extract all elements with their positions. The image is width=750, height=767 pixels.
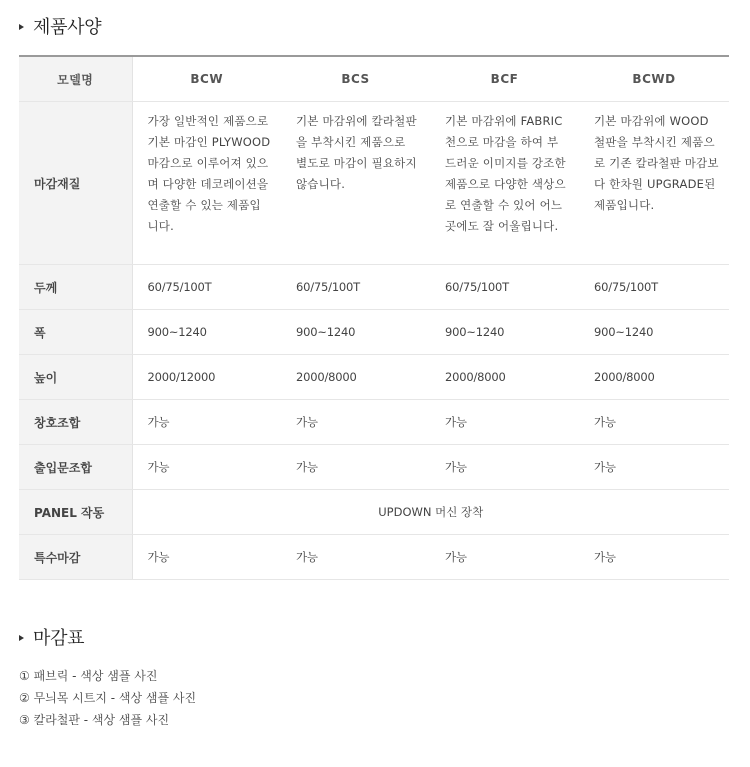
finish-section-title-text: 마감표 bbox=[33, 628, 85, 649]
window-combo-bcf: 가능 bbox=[430, 400, 579, 445]
width-bcwd: 900~1240 bbox=[579, 310, 729, 355]
table-row-height bbox=[19, 355, 729, 400]
table-row-panel-operation bbox=[19, 490, 729, 535]
thickness-bcw: 60/75/100T bbox=[132, 265, 281, 310]
height-bcw: 2000/12000 bbox=[132, 355, 281, 400]
finish-material-bcw: 가장 일반적인 제품으로 기본 마감인 PLYWOOD 마감으로 이루어져 있으며 다양한 데코레이션을 연출할 수 있는 제품입니다. bbox=[132, 102, 281, 265]
height-bcs: 2000/8000 bbox=[281, 355, 430, 400]
list-item: ③ 칼라철판 - 색상 샘플 사진 bbox=[19, 713, 170, 727]
table-row-width bbox=[19, 310, 729, 355]
model-header-label: 모델명 bbox=[19, 56, 132, 102]
row-label-finish-material: 마감재질 bbox=[19, 102, 132, 265]
height-bcwd: 2000/8000 bbox=[579, 355, 729, 400]
finish-material-bcf: 기본 마감위에 FABRIC 천으로 마감을 하여 부드러운 이미지를 강조한 제품으로 다양한 색상으로 연출할 수 있어 어느곳에도 잘 어울립니다. bbox=[430, 102, 579, 265]
model-name-bcw: BCW bbox=[132, 56, 281, 102]
window-combo-bcw: 가능 bbox=[132, 400, 281, 445]
model-name-bcf: BCF bbox=[430, 56, 579, 102]
row-label-width: 폭 bbox=[19, 310, 132, 355]
window-combo-bcs: 가능 bbox=[281, 400, 430, 445]
triangle-bullet-icon bbox=[19, 24, 24, 30]
special-finish-bcs: 가능 bbox=[281, 535, 430, 580]
panel-operation-value: UPDOWN 머신 장착 bbox=[132, 490, 729, 535]
special-finish-bcw: 가능 bbox=[132, 535, 281, 580]
door-combo-bcf: 가능 bbox=[430, 445, 579, 490]
finish-section-title bbox=[19, 624, 84, 650]
finish-sample-list bbox=[19, 665, 196, 731]
row-label-height: 높이 bbox=[19, 355, 132, 400]
row-label-thickness: 두께 bbox=[19, 265, 132, 310]
finish-material-bcwd: 기본 마감위에 WOOD 철판을 부착시킨 제품으로 기존 칼라철판 마감보다 한차원 UPGRADE된 제품입니다. bbox=[579, 102, 729, 265]
window-combo-bcwd: 가능 bbox=[579, 400, 729, 445]
finish-material-bcs: 기본 마감위에 칼라철판을 부착시킨 제품으로 별도로 마감이 필요하지 않습니다. bbox=[281, 102, 430, 265]
spec-section-title bbox=[19, 13, 101, 39]
table-row-thickness bbox=[19, 265, 729, 310]
width-bcs: 900~1240 bbox=[281, 310, 430, 355]
list-item: ② 무늬목 시트지 - 색상 샘플 사진 bbox=[19, 691, 197, 705]
row-label-door-combo: 출입문조합 bbox=[19, 445, 132, 490]
door-combo-bcwd: 가능 bbox=[579, 445, 729, 490]
door-combo-bcs: 가능 bbox=[281, 445, 430, 490]
row-label-window-combo: 창호조합 bbox=[19, 400, 132, 445]
width-bcf: 900~1240 bbox=[430, 310, 579, 355]
door-combo-bcw: 가능 bbox=[132, 445, 281, 490]
special-finish-bcf: 가능 bbox=[430, 535, 579, 580]
thickness-bcf: 60/75/100T bbox=[430, 265, 579, 310]
height-bcf: 2000/8000 bbox=[430, 355, 579, 400]
thickness-bcs: 60/75/100T bbox=[281, 265, 430, 310]
spec-section-title-text: 제품사양 bbox=[33, 17, 102, 38]
table-row-door-combo bbox=[19, 445, 729, 490]
triangle-bullet-icon bbox=[19, 635, 24, 641]
row-label-panel-operation: PANEL 작동 bbox=[19, 490, 132, 535]
spec-table-header-row bbox=[19, 56, 729, 102]
row-label-special-finish: 특수마감 bbox=[19, 535, 132, 580]
table-row-window-combo bbox=[19, 400, 729, 445]
special-finish-bcwd: 가능 bbox=[579, 535, 729, 580]
thickness-bcwd: 60/75/100T bbox=[579, 265, 729, 310]
spec-table bbox=[19, 55, 729, 580]
model-name-bcs: BCS bbox=[281, 56, 430, 102]
table-row-special-finish bbox=[19, 535, 729, 580]
model-name-bcwd: BCWD bbox=[579, 56, 729, 102]
table-row-finish-material bbox=[19, 102, 729, 265]
list-item: ① 패브릭 - 색상 샘플 사진 bbox=[19, 669, 158, 683]
width-bcw: 900~1240 bbox=[132, 310, 281, 355]
